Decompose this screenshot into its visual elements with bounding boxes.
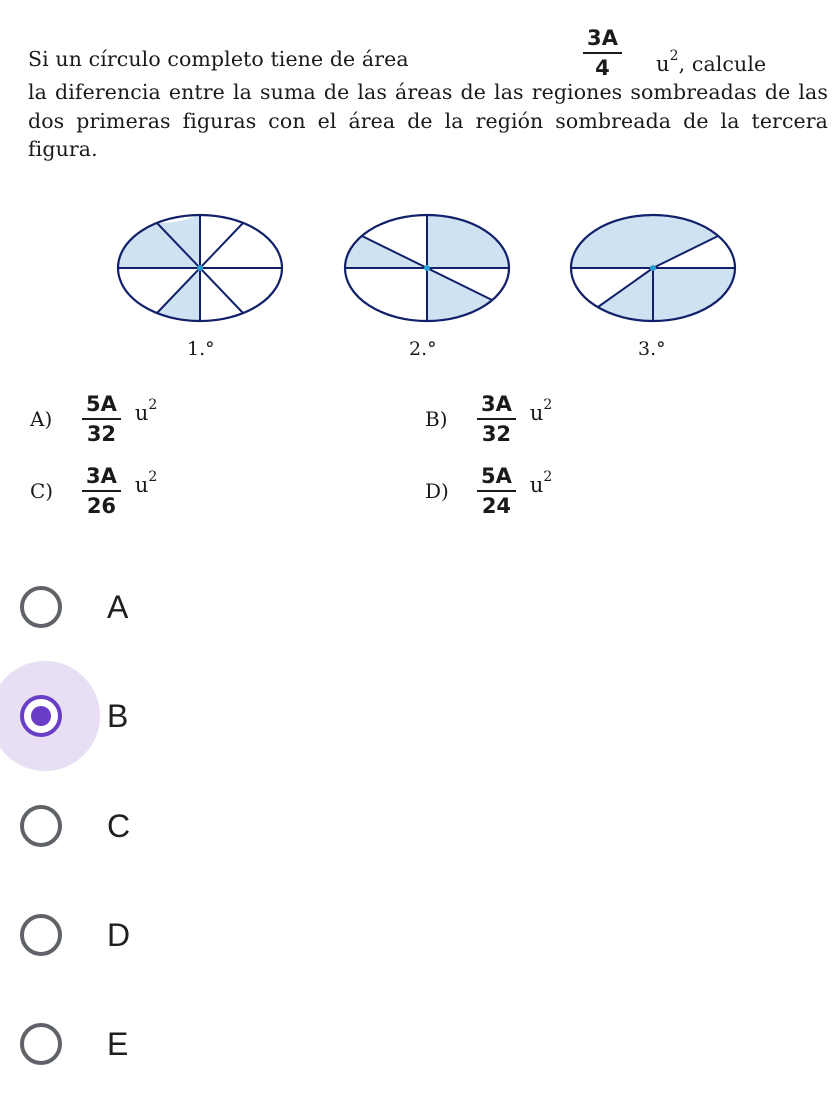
- choice-e[interactable]: [0, 989, 837, 1099]
- answer-denominator: 24: [481, 494, 512, 518]
- figure-3: [571, 215, 735, 321]
- answer-option-c: [30, 464, 157, 518]
- answer-option-d: [425, 464, 552, 518]
- radio-circle-icon[interactable]: [20, 1023, 62, 1065]
- answer-unit-exp: 2: [543, 468, 553, 485]
- choice-c[interactable]: [0, 771, 837, 881]
- choice-label[interactable]: B: [107, 698, 129, 734]
- answer-numerator: 3A: [82, 464, 121, 492]
- choice-b[interactable]: [0, 661, 837, 771]
- question-line1-start: Si un círculo completo tiene de área: [28, 47, 409, 71]
- figure-1: [118, 215, 282, 321]
- answer-unit-exp: 2: [543, 396, 553, 413]
- answer-unit: u: [529, 472, 544, 497]
- figure-1-label: 1.°: [187, 338, 215, 360]
- answer-option-letter: A): [30, 407, 53, 431]
- radio-circle-icon[interactable]: [20, 586, 62, 628]
- answer-denominator: 26: [86, 494, 117, 518]
- answer-denominator: 32: [86, 422, 117, 446]
- radio-circle-icon[interactable]: [20, 914, 62, 956]
- question-line1-end: [656, 45, 766, 79]
- question-rest: la diferencia entre la suma de las áreas de las regiones sombreadas de las dos primeras figuras con el área de la región sombreada de la tercera figura.: [28, 80, 828, 161]
- radio-checked-icon[interactable]: [20, 695, 62, 737]
- figure-2-label: 2.°: [409, 338, 437, 360]
- area-unit: u: [656, 52, 670, 76]
- answer-unit: u: [134, 472, 149, 497]
- question-text: [28, 20, 828, 164]
- answer-option-letter: C): [30, 479, 54, 503]
- answer-unit-exp: 2: [148, 396, 158, 413]
- area-unit-exp: 2: [669, 48, 679, 64]
- answer-unit-exp: 2: [148, 468, 158, 485]
- answer-option-a: [30, 392, 157, 446]
- answer-option-letter: D): [425, 479, 449, 503]
- area-numerator: 3A: [583, 26, 622, 54]
- answer-unit: u: [134, 400, 149, 425]
- figure-2: [345, 215, 509, 321]
- figure-3-label: 3.°: [638, 338, 666, 360]
- choice-d[interactable]: [0, 880, 837, 990]
- answer-numerator: 5A: [477, 464, 516, 492]
- answer-numerator: 5A: [82, 392, 121, 420]
- answer-unit: u: [529, 400, 544, 425]
- area-fraction: [583, 26, 622, 80]
- choice-label[interactable]: C: [107, 808, 131, 844]
- choice-label[interactable]: A: [107, 589, 129, 625]
- answer-option-letter: B): [425, 407, 448, 431]
- radio-circle-icon[interactable]: [20, 805, 62, 847]
- choice-a[interactable]: [0, 552, 837, 662]
- answer-denominator: 32: [481, 422, 512, 446]
- answer-numerator: 3A: [477, 392, 516, 420]
- area-denominator: 4: [595, 56, 610, 80]
- choice-label[interactable]: E: [107, 1026, 129, 1062]
- answer-option-b: [425, 392, 552, 446]
- question-line1-after: , calcule: [678, 52, 767, 76]
- choice-label[interactable]: D: [107, 917, 131, 953]
